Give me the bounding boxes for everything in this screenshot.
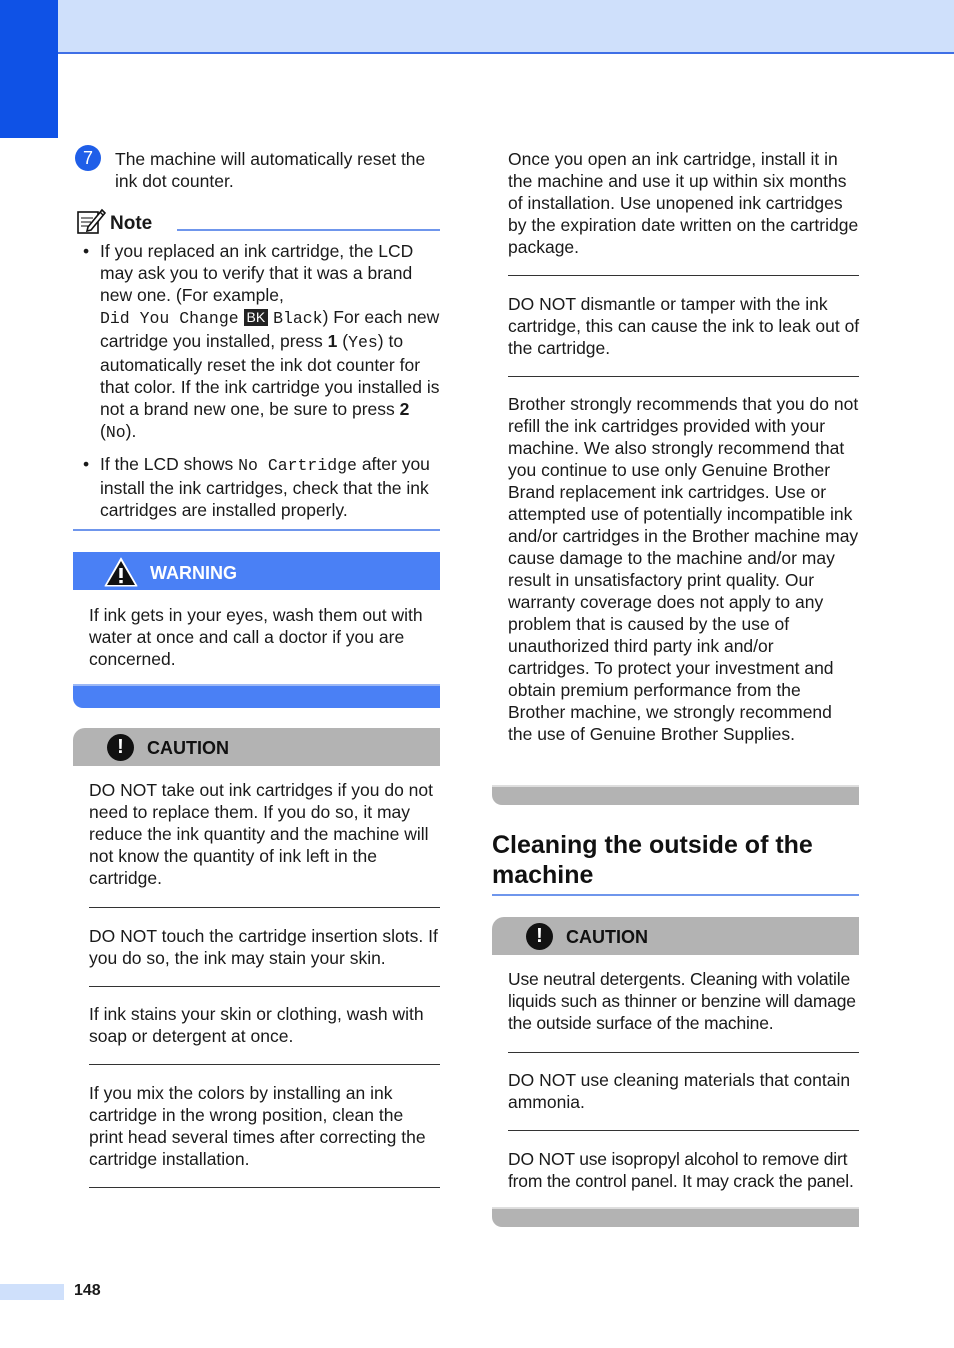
- note-bullet-2-text-2: after you install the ink cartridges, check that the ink cartridges are installed properly.: [100, 454, 430, 520]
- note-bullet-1-text-6: ).: [125, 421, 137, 441]
- footer-bar: [0, 1284, 64, 1300]
- warning-triangle-icon: [104, 557, 138, 587]
- caution-footer-right: [492, 1207, 859, 1227]
- warning-footer: [73, 684, 440, 708]
- lcd-text-black: Black: [273, 309, 323, 328]
- right-item-1: Once you open an ink cartridge, install it in the machine and use it up within six months of installation. Use unopened ink cartridges by the expiration date written on the cartridge package.: [508, 149, 859, 257]
- divider: [89, 907, 440, 908]
- note-bullet-1-text-2: ) For each new cartridge you installed, press: [100, 307, 440, 351]
- caution-right-item-3: DO NOT use isopropyl alcohol to remove dirt from the control panel. It may crack the panel.: [508, 1149, 854, 1191]
- note-list: [74, 240, 440, 530]
- caution-exclamation-icon: !: [107, 734, 134, 761]
- caution-right-item-2: DO NOT use cleaning materials that contain ammonia.: [508, 1070, 851, 1112]
- lcd-text-did-you-change: Did You Change: [100, 309, 239, 328]
- divider: [508, 376, 859, 377]
- divider: [508, 1052, 859, 1053]
- right-item-3: Brother strongly recommends that you do not refill the ink cartridges provided with your machine. We also strongly recommend that you continue to use only Genuine Brother Brand replacement ink cartridges. Use or attempted use of potentially incompatible ink and/or cartridges in the Brother machine may cause damage to the machine and/or may result in unsatisfactory print quality. Our warranty coverage does not apply to any problem that is caused by the use of unauthorized third party ink and/or cartridges. To protect your investment and obtain premium performance from the Brother machine, we strongly recommend the use of Genuine Brother Supplies.: [508, 394, 859, 744]
- lcd-text-no-cartridge: No Cartridge: [238, 456, 357, 475]
- right-item-2: DO NOT dismantle or tamper with the ink cartridge, this can cause the ink to leak out of the cartridge.: [508, 294, 860, 358]
- step-text: The machine will automatically reset the ink dot counter.: [115, 149, 426, 191]
- caution-label-left: CAUTION: [147, 738, 229, 758]
- note-bullet-2: [74, 453, 440, 521]
- caution-exclamation-icon: !: [526, 923, 553, 950]
- divider: [508, 275, 859, 276]
- note-bottom-rule: [73, 529, 440, 531]
- header-band: [0, 0, 954, 54]
- note-bullet-1-text-4: ) to automatically reset the ink dot counter for that color. If the ink cartridge you installed is not a brand new one, be sure to press: [100, 331, 440, 419]
- section-title: Cleaning the outside of the machine: [492, 831, 813, 889]
- caution-label-right: CAUTION: [566, 927, 648, 947]
- warning-text: If ink gets in your eyes, wash them out with water at once and call a doctor if you are concerned.: [89, 605, 423, 669]
- caution-left-item-1: DO NOT take out ink cartridges if you do not need to replace them. If you do so, it may reduce the ink quantity and the machine will not know the quantity of ink left in the cartridge.: [89, 780, 434, 888]
- bk-badge: BK: [244, 309, 269, 326]
- key-1: 1: [327, 331, 338, 351]
- note-header-rule: [177, 229, 440, 231]
- key-2: 2: [399, 399, 410, 419]
- note-bullet-1-text-5: (: [100, 421, 106, 441]
- divider: [89, 1187, 440, 1188]
- caution-left-item-2: DO NOT touch the cartridge insertion slots. If you do so, the ink may stain your skin.: [89, 926, 438, 968]
- note-pencil-icon: [76, 207, 106, 235]
- page-number: 148: [74, 1282, 101, 1299]
- note-bullet-1-text-3: (: [337, 331, 349, 351]
- caution-left-item-3: If ink stains your skin or clothing, wash with soap or detergent at once.: [89, 1004, 424, 1046]
- note-title: Note: [110, 213, 153, 234]
- lcd-text-yes: Yes: [348, 333, 378, 352]
- note-bullet-2-text: If the LCD shows: [100, 454, 239, 474]
- lcd-text-no: No: [105, 423, 126, 442]
- note-bullet-1-text: If you replaced an ink cartridge, the LCD may ask you to verify that it was a brand new one. (For example,: [100, 241, 414, 305]
- divider: [89, 1064, 440, 1065]
- caution-right-item-1: Use neutral detergents. Cleaning with volatile liquids such as thinner or benzine will damage the outside surface of the machine.: [508, 969, 856, 1033]
- step-number-badge: 7: [75, 145, 101, 171]
- caution-left-item-4: If you mix the colors by installing an ink cartridge in the wrong position, clean the print head several times after correcting the cartridge installation.: [89, 1083, 426, 1169]
- note-bullet-1: [74, 240, 440, 444]
- warning-label: WARNING: [150, 563, 237, 583]
- divider: [508, 1130, 859, 1131]
- caution-footer-top-right: [492, 785, 859, 805]
- section-title-rule: [492, 894, 859, 896]
- divider: [89, 986, 440, 987]
- chapter-tab: [0, 0, 58, 138]
